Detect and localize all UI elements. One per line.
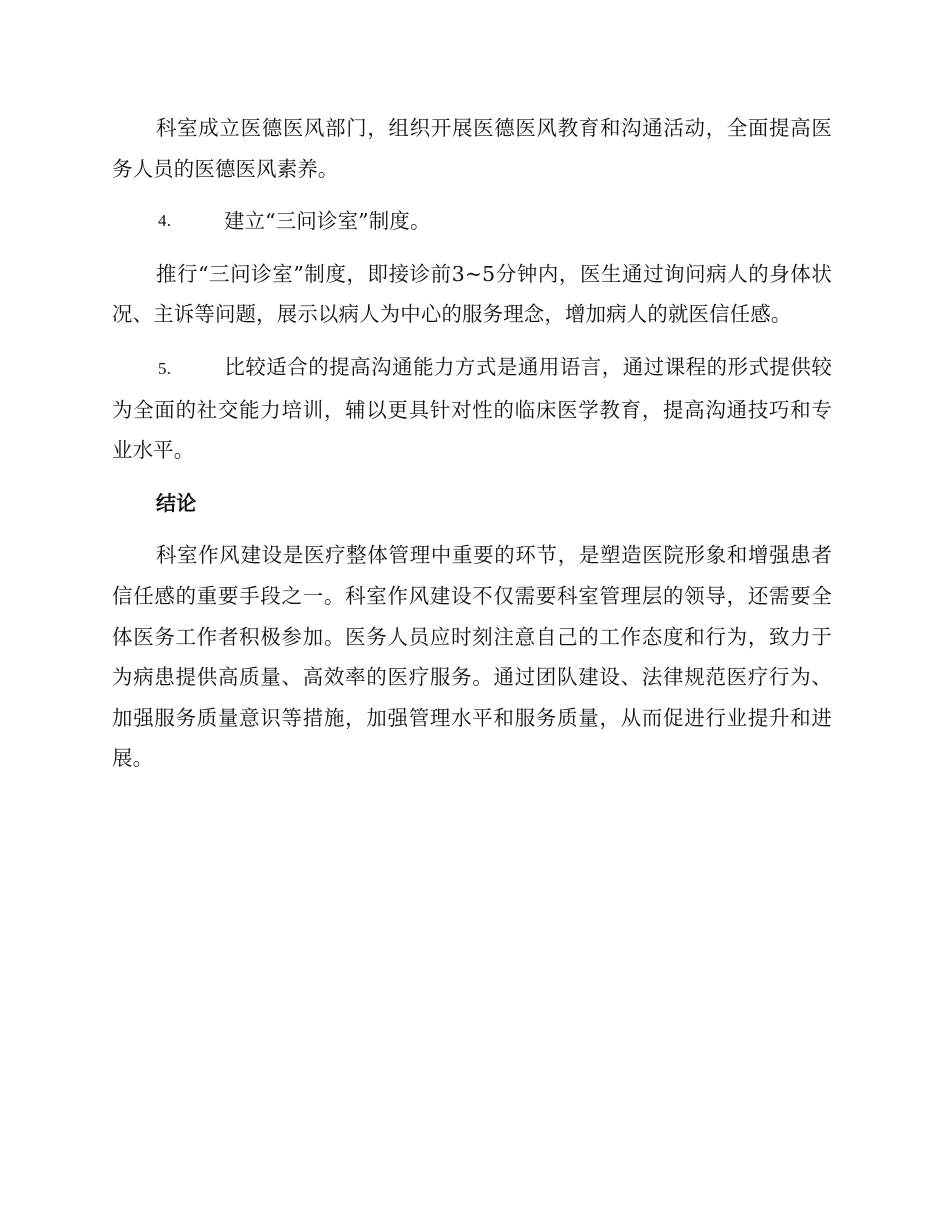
list-text-4: 建立“三问诊室”制度。 — [224, 209, 431, 234]
list-number-4: 4. — [158, 211, 172, 231]
list-item-4 — [112, 201, 832, 242]
section-heading-conclusion: 结论 — [156, 490, 197, 515]
paragraph-three-questions: 推行“三问诊室”制度，即接诊前3~5分钟内，医生通过询问病人的身体状况、主诉等问题，展示以病人为中心的服务理念，增加病人的就医信任感。 — [112, 261, 832, 327]
list-text-5: 比较适合的提高沟通能力方式是通用语言，通过课程的形式提供较为全面的社交能力培训，辅以更具针对性的临床医学教育，提高沟通技巧和专业水平。 — [112, 354, 832, 463]
list-item-5 — [112, 347, 832, 471]
document-page — [112, 108, 832, 791]
list-number-5: 5. — [158, 358, 172, 378]
paragraph-medical-ethics: 科室成立医德医风部门，组织开展医德医风教育和沟通活动，全面提高医务人员的医德医风素养。 — [112, 116, 832, 181]
paragraph-conclusion: 科室作风建设是医疗整体管理中重要的环节，是塑造医院形象和增强患者信任感的重要手段之一。科室作风建设不仅需要科室管理层的领导，还需要全体医务工作者积极参加。医务人员应时刻注意自己的工作态度和行为，致力于为病患提供高质量、高效率的医疗服务。通过团队建设、法律规范医疗行为、加强服务质量意识等措施，加强管理水平和服务质量，从而促进行业提升和进展。 — [112, 543, 832, 771]
